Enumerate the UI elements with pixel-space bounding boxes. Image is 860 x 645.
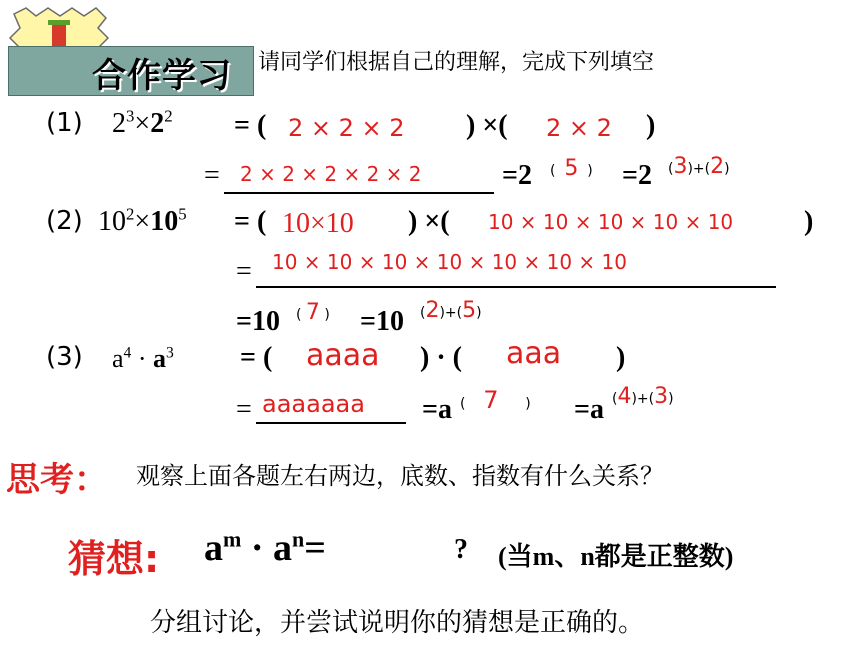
footer-text: 分组讨论，并尝试说明你的猜想是正确的。 [150,608,645,638]
instruction-text: 请同学们根据自己的理解，完成下列填空 [258,50,655,75]
think-text: 观察上面各题左右两边，底数、指数有什么关系？ [136,462,664,490]
problem-1-exp-sum: (3)+(2) [668,154,730,179]
problem-2-close: ) [804,206,814,237]
problem-3-eq3: =a [574,394,604,425]
problem-3-exp-paren: ( 7 ) [460,386,531,414]
guess-label: 猜想: [68,537,160,581]
problem-3-eq2: =a [422,394,452,425]
problem-1-eq2: =2 [502,160,532,191]
problem-1-exp-paren: ( 5 ) [550,156,593,181]
problem-2-mid: ) ×( [408,206,450,237]
problem-3-answer-a: aaaa [306,338,380,373]
problem-2-exp-paren: ( 7 ) [296,300,330,325]
problem-1-eq: = [204,160,220,191]
problem-3-blank-line [256,422,406,424]
problem-2-blank-line [256,286,776,288]
problem-3-eq: = [236,394,252,425]
problem-2-answer-b: 10 × 10 × 10 × 10 × 10 [488,210,734,234]
problem-3-expression: $a^4 \cdot a^3$ [112,344,174,373]
problem-1-answer-b: 2 × 2 [546,114,612,142]
problem-3-number: (3) [46,342,83,372]
guess-condition: (当m、n都是正整数) [498,542,734,571]
page-title: 合作学习 [92,56,232,96]
problem-2-answer-a: 10×10 [282,208,354,239]
problem-3-mid: ) · ( [420,342,462,373]
problem-1-eq3: =2 [622,160,652,191]
problem-2-number: (2) [46,206,83,236]
problem-2-eq2: =10 [236,306,280,337]
problem-2-expression: $10^2\times 10^5$ [98,204,187,237]
problem-1-close: ) [646,110,656,141]
problem-1-answer-c: 2 × 2 × 2 × 2 × 2 [240,162,422,186]
problem-2-eq3: =10 [360,306,404,337]
guess-formula: $a^m \cdot a^n=$ [204,526,326,569]
problem-2-eq: = [236,256,252,287]
problem-1-answer-a: 2 × 2 × 2 [288,114,405,142]
problem-1-expression: $2^3\times 2^2$ [112,106,173,139]
problem-3-exp-sum: (4)+(3) [612,384,674,409]
problem-1-eq-open: = ( [234,110,267,141]
problem-1-number: (1) [46,108,83,138]
problem-3-answer-c: aaaaaaa [262,390,365,418]
problem-1-blank-line [224,192,494,194]
problem-3-close: ) [616,342,626,373]
problem-1-mid: ) ×( [466,110,508,141]
problem-3-answer-b: aaa [506,336,562,371]
header-badge [6,6,256,94]
problem-2-eq-open: = ( [234,206,267,237]
problem-2-answer-c: 10 × 10 × 10 × 10 × 10 × 10 × 10 [272,250,627,274]
guess-question: ? [454,534,468,565]
problem-3-eq-open: = ( [240,342,273,373]
think-label: 思考： [6,460,108,500]
problem-2-exp-sum: (2)+(5) [420,298,482,323]
